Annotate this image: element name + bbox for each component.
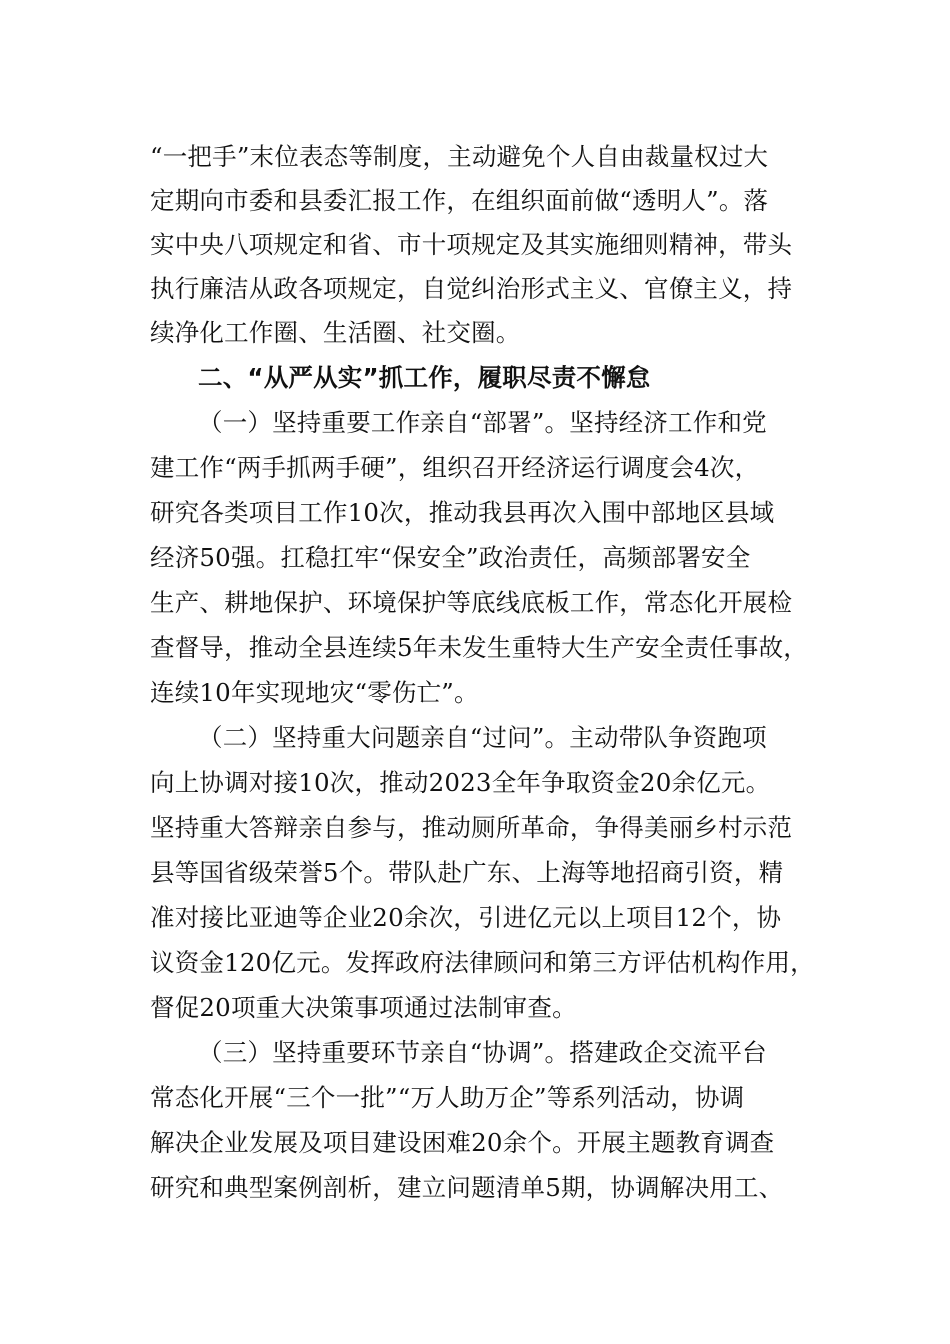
paragraph-line: 定期向市委和县委汇报工作，在组织面前做“透明人”。落 bbox=[150, 186, 769, 215]
paragraph-line: 生产、耕地保护、环境保护等底线底板工作，常态化开展检 bbox=[150, 588, 793, 617]
paragraph-line: 常态化开展“三个一批”“万人助万企”等系列活动，协调 bbox=[150, 1083, 745, 1112]
section-heading: 二、“从严从实”抓工作，履职尽责不懈怠 bbox=[198, 363, 651, 392]
paragraph-line: 连续10年实现地灾“零伤亡”。 bbox=[150, 678, 479, 707]
paragraph-line: 查督导，推动全县连续5年未发生重特大生产安全责任事故， bbox=[150, 633, 808, 662]
paragraph-line: （三）坚持重要环节亲自“协调”。搭建政企交流平台 bbox=[198, 1038, 767, 1067]
paragraph-line: 督促20项重大决策事项通过法制审查。 bbox=[150, 993, 577, 1022]
paragraph-line: 向上协调对接10次，推动2023全年争取资金20余亿元。 bbox=[150, 768, 771, 797]
paragraph-line: 研究和典型案例剖析，建立问题清单5期，协调解决用工、 bbox=[150, 1173, 784, 1202]
paragraph-line: 建工作“两手抓两手硬”，组织召开经济运行调度会4次， bbox=[150, 453, 760, 482]
paragraph-line: 经济50强。扛稳扛牢“保安全”政治责任，高频部署安全 bbox=[150, 543, 751, 572]
paragraph-line: 议资金120亿元。发挥政府法律顾问和第三方评估机构作用， bbox=[150, 948, 815, 977]
paragraph-line: 续净化工作圈、生活圈、社交圈。 bbox=[150, 318, 521, 347]
paragraph-line: 县等国省级荣誉5个。带队赴广东、上海等地招商引资，精 bbox=[150, 858, 784, 887]
paragraph-line: 解决企业发展及项目建设困难20余个。开展主题教育调查 bbox=[150, 1128, 775, 1157]
paragraph-line: 研究各类项目工作10次，推动我县再次入围中部地区县域 bbox=[150, 498, 775, 527]
paragraph-line: （一）坚持重要工作亲自“部署”。坚持经济工作和党 bbox=[198, 408, 767, 437]
paragraph-line: 执行廉洁从政各项规定，自觉纠治形式主义、官僚主义，持 bbox=[150, 274, 793, 303]
paragraph-line: 实中央八项规定和省、市十项规定及其实施细则精神，带头 bbox=[150, 230, 793, 259]
paragraph-line: 坚持重大答辩亲自参与，推动厕所革命，争得美丽乡村示范 bbox=[150, 813, 793, 842]
paragraph-line: 准对接比亚迪等企业20余次，引进亿元以上项目12个，协 bbox=[150, 903, 782, 932]
paragraph-line: “一把手”末位表态等制度，主动避免个人自由裁量权过大 bbox=[150, 142, 769, 171]
paragraph-line: （二）坚持重大问题亲自“过问”。主动带队争资跑项 bbox=[198, 723, 767, 752]
